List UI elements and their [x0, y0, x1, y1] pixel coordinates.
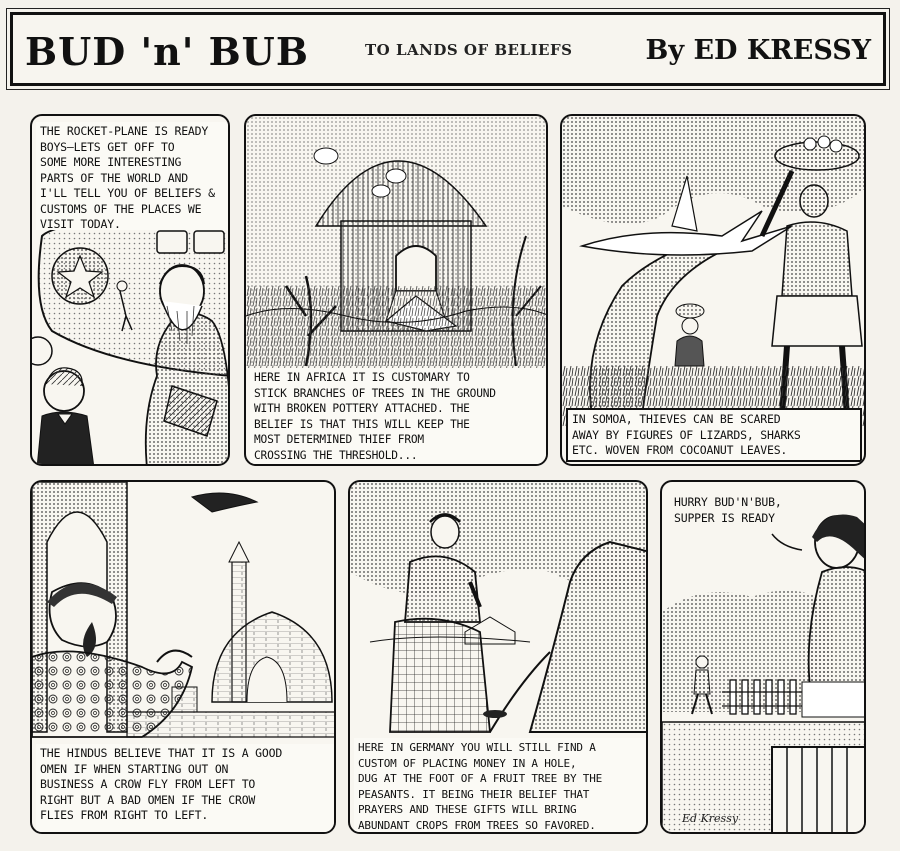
panel-3 [560, 114, 866, 466]
panel-6-speech-balloon: HURRY BUD'N'BUB, SUPPER IS READY [674, 495, 782, 525]
panel-5 [348, 480, 648, 834]
panel-2 [244, 114, 548, 466]
comic-header [10, 12, 886, 86]
panel-6 [660, 480, 866, 834]
panel-3-caption: IN SOMOA, THIEVES CAN BE SCARED AWAY BY FIGURES OF LIZARDS, SHARKS ETC. WOVEN FROM COCOANUT LEAVES. [566, 408, 862, 462]
panel-6-illustration [662, 482, 866, 834]
panel-5-caption: HERE IN GERMANY YOU WILL STILL FIND A CUSTOM OF PLACING MONEY IN A HOLE, DUG AT THE FOOT OF A FRUIT TREE BY THE PEASANTS. IT BEING THEIR BELIEF THAT PRAYERS AND THESE GIFTS WILL BRING ABUNDANT CROPS FROM TREES SO FAVORED. [354, 738, 646, 832]
artist-signature: Ed Kressy [682, 812, 739, 825]
comic-byline: By ED KRESSY [645, 35, 871, 66]
panel-1-caption: THE ROCKET-PLANE IS READY BOYS—LETS GET OFF TO SOME MORE INTERESTING PARTS OF THE WORLD AND I'LL TELL YOU OF BELIEFS & CUSTOMS OF THE PLACES WE VISIT TODAY. [36, 122, 228, 230]
panel-4-caption: THE HINDUS BELIEVE THAT IT IS A GOOD OMEN IF WHEN STARTING OUT ON BUSINESS A CROW FLY FROM LEFT TO RIGHT BUT A BAD OMEN IF THE CROW FLIES FROM RIGHT TO LEFT. [36, 744, 334, 832]
panel-2-caption: HERE IN AFRICA IT IS CUSTOMARY TO STICK BRANCHES OF TREES IN THE GROUND WITH BROKEN POTTERY ATTACHED. THE BELIEF IS THAT THIS WILL KEEP THE MOST DETERMINED THIEF FROM CROSSING THE THRESHOLD... [250, 368, 546, 464]
panel-1 [30, 114, 230, 466]
comic-subtitle: TO LANDS OF BELIEFS [365, 41, 573, 59]
comic-title: BUD 'n' BUB [25, 29, 309, 74]
panel-4 [30, 480, 336, 834]
